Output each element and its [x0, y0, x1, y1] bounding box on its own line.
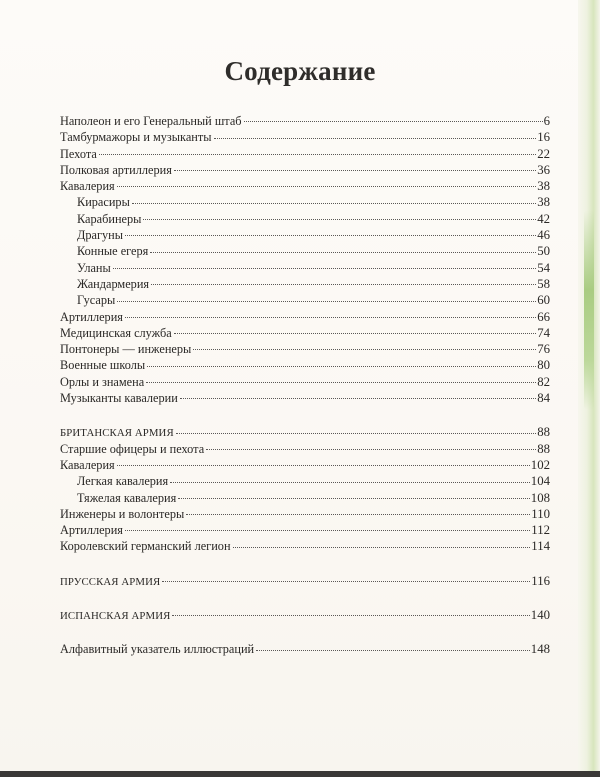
toc-part-heading[interactable] — [60, 424, 550, 440]
dot-leader — [206, 449, 536, 450]
section-spacer — [60, 406, 550, 424]
section-spacer — [60, 623, 550, 641]
dot-leader — [233, 547, 531, 548]
entry-label: Тяжелая кавалерия — [77, 490, 177, 505]
toc-entry[interactable] — [60, 325, 550, 341]
toc-entry[interactable] — [60, 129, 550, 145]
dot-leader — [174, 170, 536, 171]
toc-entry[interactable] — [60, 538, 550, 554]
entry-label: Медицинская служба — [60, 325, 172, 340]
entry-label: Наполеон и его Генеральный штаб — [60, 114, 242, 128]
dot-leader — [125, 317, 536, 318]
entry-page: 22 — [537, 146, 550, 161]
entry-label: Инженеры и волонтеры — [60, 506, 185, 521]
entry-page: 102 — [530, 457, 550, 472]
dot-leader — [150, 252, 536, 253]
dot-leader — [125, 530, 530, 531]
entry-page: 66 — [537, 309, 550, 324]
dot-leader — [180, 398, 536, 399]
toc-subentry[interactable] — [60, 243, 550, 259]
toc-section-index — [60, 641, 550, 657]
entry-label: Артиллерия — [60, 523, 123, 538]
toc-subentry[interactable] — [60, 276, 550, 292]
entry-page: 82 — [537, 374, 550, 389]
entry-label: Полковая артиллерия — [60, 162, 172, 177]
toc-section-british — [60, 424, 550, 554]
dot-leader — [162, 581, 530, 582]
entry-label: Королевский германский легион — [60, 539, 231, 554]
entry-page: 6 — [543, 114, 550, 128]
entry-page: 74 — [537, 325, 550, 340]
entry-label: Артиллерия — [60, 309, 123, 324]
dot-leader — [143, 219, 536, 220]
toc-part-heading[interactable] — [60, 573, 550, 589]
toc-entry[interactable] — [60, 457, 550, 473]
toc-entry[interactable] — [60, 162, 550, 178]
entry-page: 16 — [537, 130, 550, 145]
entry-label: Уланы — [77, 260, 111, 275]
entry-label: Алфавитный указатель иллюстраций — [60, 642, 255, 657]
toc-entry[interactable] — [60, 309, 550, 325]
dot-leader — [125, 235, 536, 236]
entry-page: 112 — [531, 523, 550, 538]
toc-section-prussian — [60, 573, 550, 589]
dot-leader — [132, 203, 536, 204]
dot-leader — [151, 284, 536, 285]
toc-section-french — [60, 113, 550, 406]
toc-entry[interactable] — [60, 522, 550, 538]
dot-leader — [117, 301, 536, 302]
green-illustration-edge — [584, 210, 594, 410]
toc-entry[interactable] — [60, 390, 550, 406]
toc-entry[interactable] — [60, 374, 550, 390]
toc-subentry[interactable] — [60, 227, 550, 243]
scan-bottom-border — [0, 771, 600, 777]
entry-label: ПРУССКАЯ АРМИЯ — [60, 575, 161, 588]
dot-leader — [147, 366, 536, 367]
dot-leader — [99, 154, 536, 155]
entry-label: Кавалерия — [60, 457, 115, 472]
toc-entry[interactable] — [60, 357, 550, 373]
entry-label: Кирасиры — [77, 195, 130, 210]
entry-label: Музыканты кавалерии — [60, 391, 178, 406]
dot-leader — [172, 615, 529, 616]
toc-entry[interactable] — [60, 146, 550, 162]
entry-label: Легкая кавалерия — [77, 474, 169, 489]
dot-leader — [117, 186, 537, 187]
entry-label: БРИТАНСКАЯ АРМИЯ — [60, 427, 174, 440]
entry-page: 148 — [530, 642, 550, 657]
dot-leader — [178, 498, 530, 499]
entry-label: Орлы и знамена — [60, 374, 145, 389]
entry-label: Кавалерия — [60, 179, 115, 194]
toc-section-spanish — [60, 607, 550, 623]
dot-leader — [174, 333, 536, 334]
entry-page: 116 — [531, 573, 550, 588]
entry-page: 140 — [530, 608, 550, 623]
entry-page: 110 — [531, 506, 550, 521]
page-title: Содержание — [224, 56, 376, 86]
entry-label: Драгуны — [77, 228, 124, 243]
entry-label: Тамбурмажоры и музыканты — [60, 130, 212, 145]
toc-subentry[interactable] — [60, 292, 550, 308]
entry-page: 42 — [537, 211, 550, 226]
dot-leader — [186, 514, 530, 515]
section-spacer — [60, 555, 550, 573]
toc-subentry[interactable] — [60, 260, 550, 276]
entry-page: 114 — [531, 539, 550, 554]
entry-page: 46 — [537, 228, 550, 243]
dot-leader — [256, 650, 530, 651]
table-of-contents — [60, 113, 550, 658]
entry-label: Жандармерия — [77, 276, 150, 291]
entry-page: 54 — [537, 260, 550, 275]
entry-page: 36 — [537, 162, 550, 177]
dot-leader — [176, 433, 536, 434]
dot-leader — [170, 482, 530, 483]
entry-label: Гусары — [77, 293, 116, 308]
toc-entry[interactable] — [60, 178, 550, 194]
entry-page: 38 — [537, 179, 550, 194]
toc-entry[interactable] — [60, 113, 550, 129]
dot-leader — [117, 465, 530, 466]
toc-subentry[interactable] — [60, 194, 550, 210]
toc-subentry[interactable] — [60, 473, 550, 489]
entry-page: 50 — [537, 244, 550, 259]
dot-leader — [244, 121, 543, 122]
toc-subentry[interactable] — [60, 211, 550, 227]
entry-label: Карабинеры — [77, 211, 142, 226]
entry-page: 108 — [530, 490, 550, 505]
entry-page: 88 — [537, 425, 550, 440]
entry-page: 38 — [537, 195, 550, 210]
toc-entry[interactable] — [60, 441, 550, 457]
entry-page: 80 — [537, 358, 550, 373]
entry-page: 60 — [537, 293, 550, 308]
dot-leader — [193, 349, 536, 350]
dot-leader — [113, 268, 536, 269]
toc-part-heading[interactable] — [60, 607, 550, 623]
entry-label: Военные школы — [60, 358, 146, 373]
entry-page: 104 — [530, 474, 550, 489]
entry-label: Конные егеря — [77, 244, 149, 259]
toc-entry[interactable] — [60, 641, 550, 657]
toc-subentry[interactable] — [60, 490, 550, 506]
toc-entry[interactable] — [60, 506, 550, 522]
entry-label: Понтонеры — инженеры — [60, 342, 192, 357]
entry-label: Старшие офицеры и пехота — [60, 441, 205, 456]
toc-entry[interactable] — [60, 341, 550, 357]
section-spacer — [60, 589, 550, 607]
entry-page: 84 — [537, 391, 550, 406]
entry-page: 88 — [537, 441, 550, 456]
dot-leader — [214, 138, 537, 139]
adjacent-page-edge — [578, 0, 600, 777]
entry-page: 76 — [537, 342, 550, 357]
entry-label: ИСПАНСКАЯ АРМИЯ — [60, 610, 171, 623]
entry-label: Пехота — [60, 146, 97, 161]
entry-page: 58 — [537, 276, 550, 291]
dot-leader — [146, 382, 536, 383]
